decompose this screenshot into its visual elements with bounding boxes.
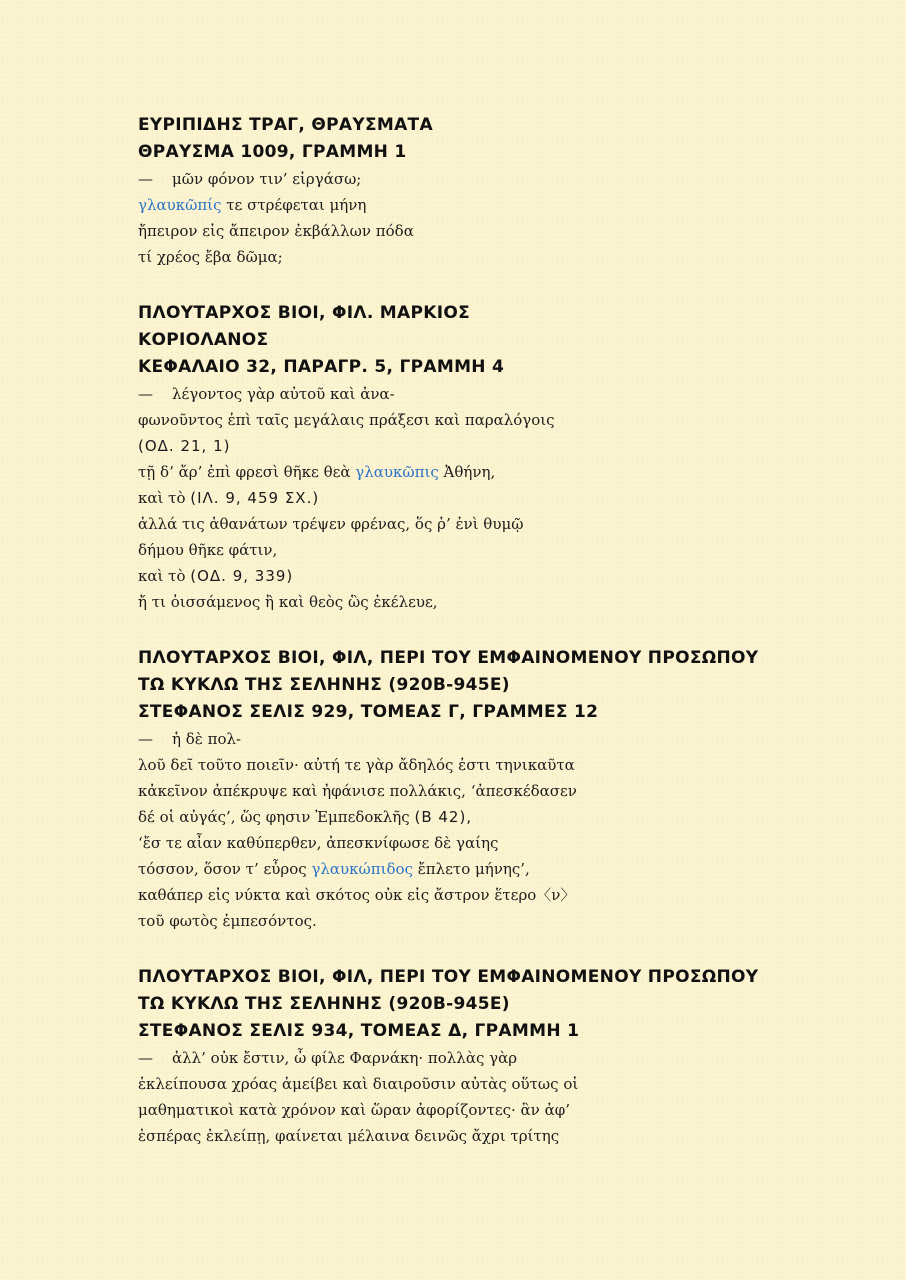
text-line <box>138 1071 828 1097</box>
line-text: καθάπερ εἰς νύκτα καὶ σκότος οὐκ εἰς ἄστρον ἕτερο〈ν〉 <box>138 886 576 904</box>
text-line <box>138 407 828 433</box>
highlighted-word: γλαυκώπιδος <box>311 860 413 878</box>
text-line <box>138 1123 828 1149</box>
line-text: ἀλλά τις ἀθανάτων τρέψεν φρένας, ὅς ῥ’ ἐνὶ θυμῷ <box>138 515 524 533</box>
dash-marker: — <box>138 385 153 403</box>
text-line <box>138 908 828 934</box>
line-text: ‘ἔσ τε αἶαν καθύπερθεν, ἀπεσκνίφωσε δὲ γαίης <box>138 834 499 852</box>
reference-citation: (Β 42), <box>414 808 473 826</box>
text-line <box>138 856 828 882</box>
line-text: κἀκεῖνον ἀπέκρυψε καὶ ἠφάνισε πολλάκις, ‘ἀπεσκέδασεν <box>138 782 577 800</box>
text-line <box>138 804 828 830</box>
line-text: μῶν φόνον τιν’ εἰργάσω; <box>172 170 362 188</box>
line-text: τε στρέφεται μήνη <box>221 196 367 214</box>
line-text: τί χρέος ἔβα δῶμα; <box>138 248 283 266</box>
passage-section <box>138 112 828 270</box>
passage-heading: ΤΩ ΚΥΚΛΩ ΤΗΣ ΣΕΛΗΝΗΣ (920B-945E) <box>138 675 510 695</box>
line-text: καὶ τὸ <box>138 567 191 585</box>
text-line <box>138 1097 828 1123</box>
line-text: λέγοντος γὰρ αὐτοῦ καὶ ἀνα- <box>172 385 395 403</box>
text-line <box>138 192 828 218</box>
text-line <box>138 459 828 485</box>
text-line <box>138 485 828 511</box>
reference-citation: (ΟΔ. 21, 1) <box>138 437 231 455</box>
text-line <box>138 563 828 589</box>
passage-heading: ΘΡΑΥΣΜΑ 1009, ΓΡΑΜΜΗ 1 <box>138 142 407 162</box>
text-line <box>138 778 828 804</box>
text-line <box>138 752 828 778</box>
passage-heading: ΚΕΦΑΛΑΙΟ 32, ΠΑΡΑΓΡ. 5, ΓΡΑΜΜΗ 4 <box>138 357 505 377</box>
text-line <box>138 537 828 563</box>
passage-heading: ΚΟΡΙΟΛΑΝΟΣ <box>138 330 269 350</box>
line-text: τοῦ φωτὸς ἐμπεσόντος. <box>138 912 317 930</box>
passage-heading: ΠΛΟΥΤΑΡΧΟΣ ΒΙΟΙ, ΦΙΛ. ΜΑΡΚΙΟΣ <box>138 303 470 323</box>
line-text: φωνοῦντος ἐπὶ ταῖς μεγάλαις πράξεσι καὶ παραλόγοις <box>138 411 555 429</box>
line-text: ἐκλείπουσα χρόας ἀμείβει καὶ διαιροῦσιν αὐτὰς οὕτως οἱ <box>138 1075 579 1093</box>
text-line <box>138 726 828 752</box>
line-text: ἤ τι ὀισσάμενος ἢ καὶ θεὸς ὣς ἐκέλευε, <box>138 593 438 611</box>
line-text-after: Ἀθήνη, <box>438 463 496 481</box>
line-text-after: ἔπλετο μήνης’, <box>412 860 530 878</box>
dash-marker: — <box>138 1049 153 1067</box>
text-line <box>138 166 828 192</box>
text-line <box>138 511 828 537</box>
line-text: ἡ δὲ πολ- <box>172 730 242 748</box>
line-text: δήμου θῆκε φάτιν, <box>138 541 278 559</box>
text-line <box>138 1045 828 1071</box>
line-text: τόσσον, ὅσον τ’ εὖρος <box>138 860 312 878</box>
reference-citation: (ΟΔ. 9, 339) <box>190 567 294 585</box>
document-page <box>138 112 828 1179</box>
line-text: ἑσπέρας ἐκλείπῃ, φαίνεται μέλαινα δεινῶς ἄχρι τρίτης <box>138 1127 560 1145</box>
dash-marker: — <box>138 170 153 188</box>
line-text: τῇ δ’ ἄρ’ ἐπὶ φρεσὶ θῆκε θεὰ <box>138 463 356 481</box>
passage-heading: ΕΥΡΙΠΙΔΗΣ ΤΡΑΓ, ΘΡΑΥΣΜΑΤΑ <box>138 115 433 135</box>
line-text: ἤπειρον εἰς ἄπειρον ἐκβάλλων πόδα <box>138 222 414 240</box>
reference-citation: (ΙΛ. 9, 459 ΣΧ.) <box>190 489 320 507</box>
passage-section <box>138 964 828 1149</box>
text-line <box>138 218 828 244</box>
line-text: λοῦ δεῖ τοῦτο ποιεῖν· αὐτή τε γὰρ ἄδηλός ἐστι τηνικαῦτα <box>138 756 575 774</box>
passage-heading: ΠΛΟΥΤΑΡΧΟΣ ΒΙΟΙ, ΦΙΛ, ΠΕΡΙ ΤΟΥ ΕΜΦΑΙΝΟΜΕΝΟΥ ΠΡΟΣΩΠΟΥ <box>138 648 759 668</box>
passage-section <box>138 645 828 934</box>
highlighted-word: γλαυκῶπίς <box>138 196 222 214</box>
highlighted-word: γλαυκῶπις <box>355 463 439 481</box>
passage-heading: ΠΛΟΥΤΑΡΧΟΣ ΒΙΟΙ, ΦΙΛ, ΠΕΡΙ ΤΟΥ ΕΜΦΑΙΝΟΜΕΝΟΥ ΠΡΟΣΩΠΟΥ <box>138 967 759 987</box>
line-text: ἀλλ’ οὐκ ἔστιν, ὦ φίλε Φαρνάκη· πολλὰς γὰρ <box>172 1049 518 1067</box>
text-line <box>138 433 828 459</box>
text-line <box>138 830 828 856</box>
text-line <box>138 381 828 407</box>
line-text: μαθηματικοὶ κατὰ χρόνον καὶ ὥραν ἀφορίζοντες· ἂν ἀφ’ <box>138 1101 570 1119</box>
text-line <box>138 882 828 908</box>
line-text: δέ οἱ αὐγάς’, ὥς φησιν Ἐμπεδοκλῆς <box>138 808 415 826</box>
text-line <box>138 244 828 270</box>
passage-heading: ΣΤΕΦΑΝΟΣ ΣΕΛΙΣ 929, ΤΟΜΕΑΣ Γ, ΓΡΑΜΜΕΣ 12 <box>138 702 599 722</box>
passage-heading: ΤΩ ΚΥΚΛΩ ΤΗΣ ΣΕΛΗΝΗΣ (920B-945E) <box>138 994 510 1014</box>
passage-heading: ΣΤΕΦΑΝΟΣ ΣΕΛΙΣ 934, ΤΟΜΕΑΣ Δ, ΓΡΑΜΜΗ 1 <box>138 1021 580 1041</box>
dash-marker: — <box>138 730 153 748</box>
line-text: καὶ τὸ <box>138 489 191 507</box>
passage-section <box>138 300 828 615</box>
text-line <box>138 589 828 615</box>
